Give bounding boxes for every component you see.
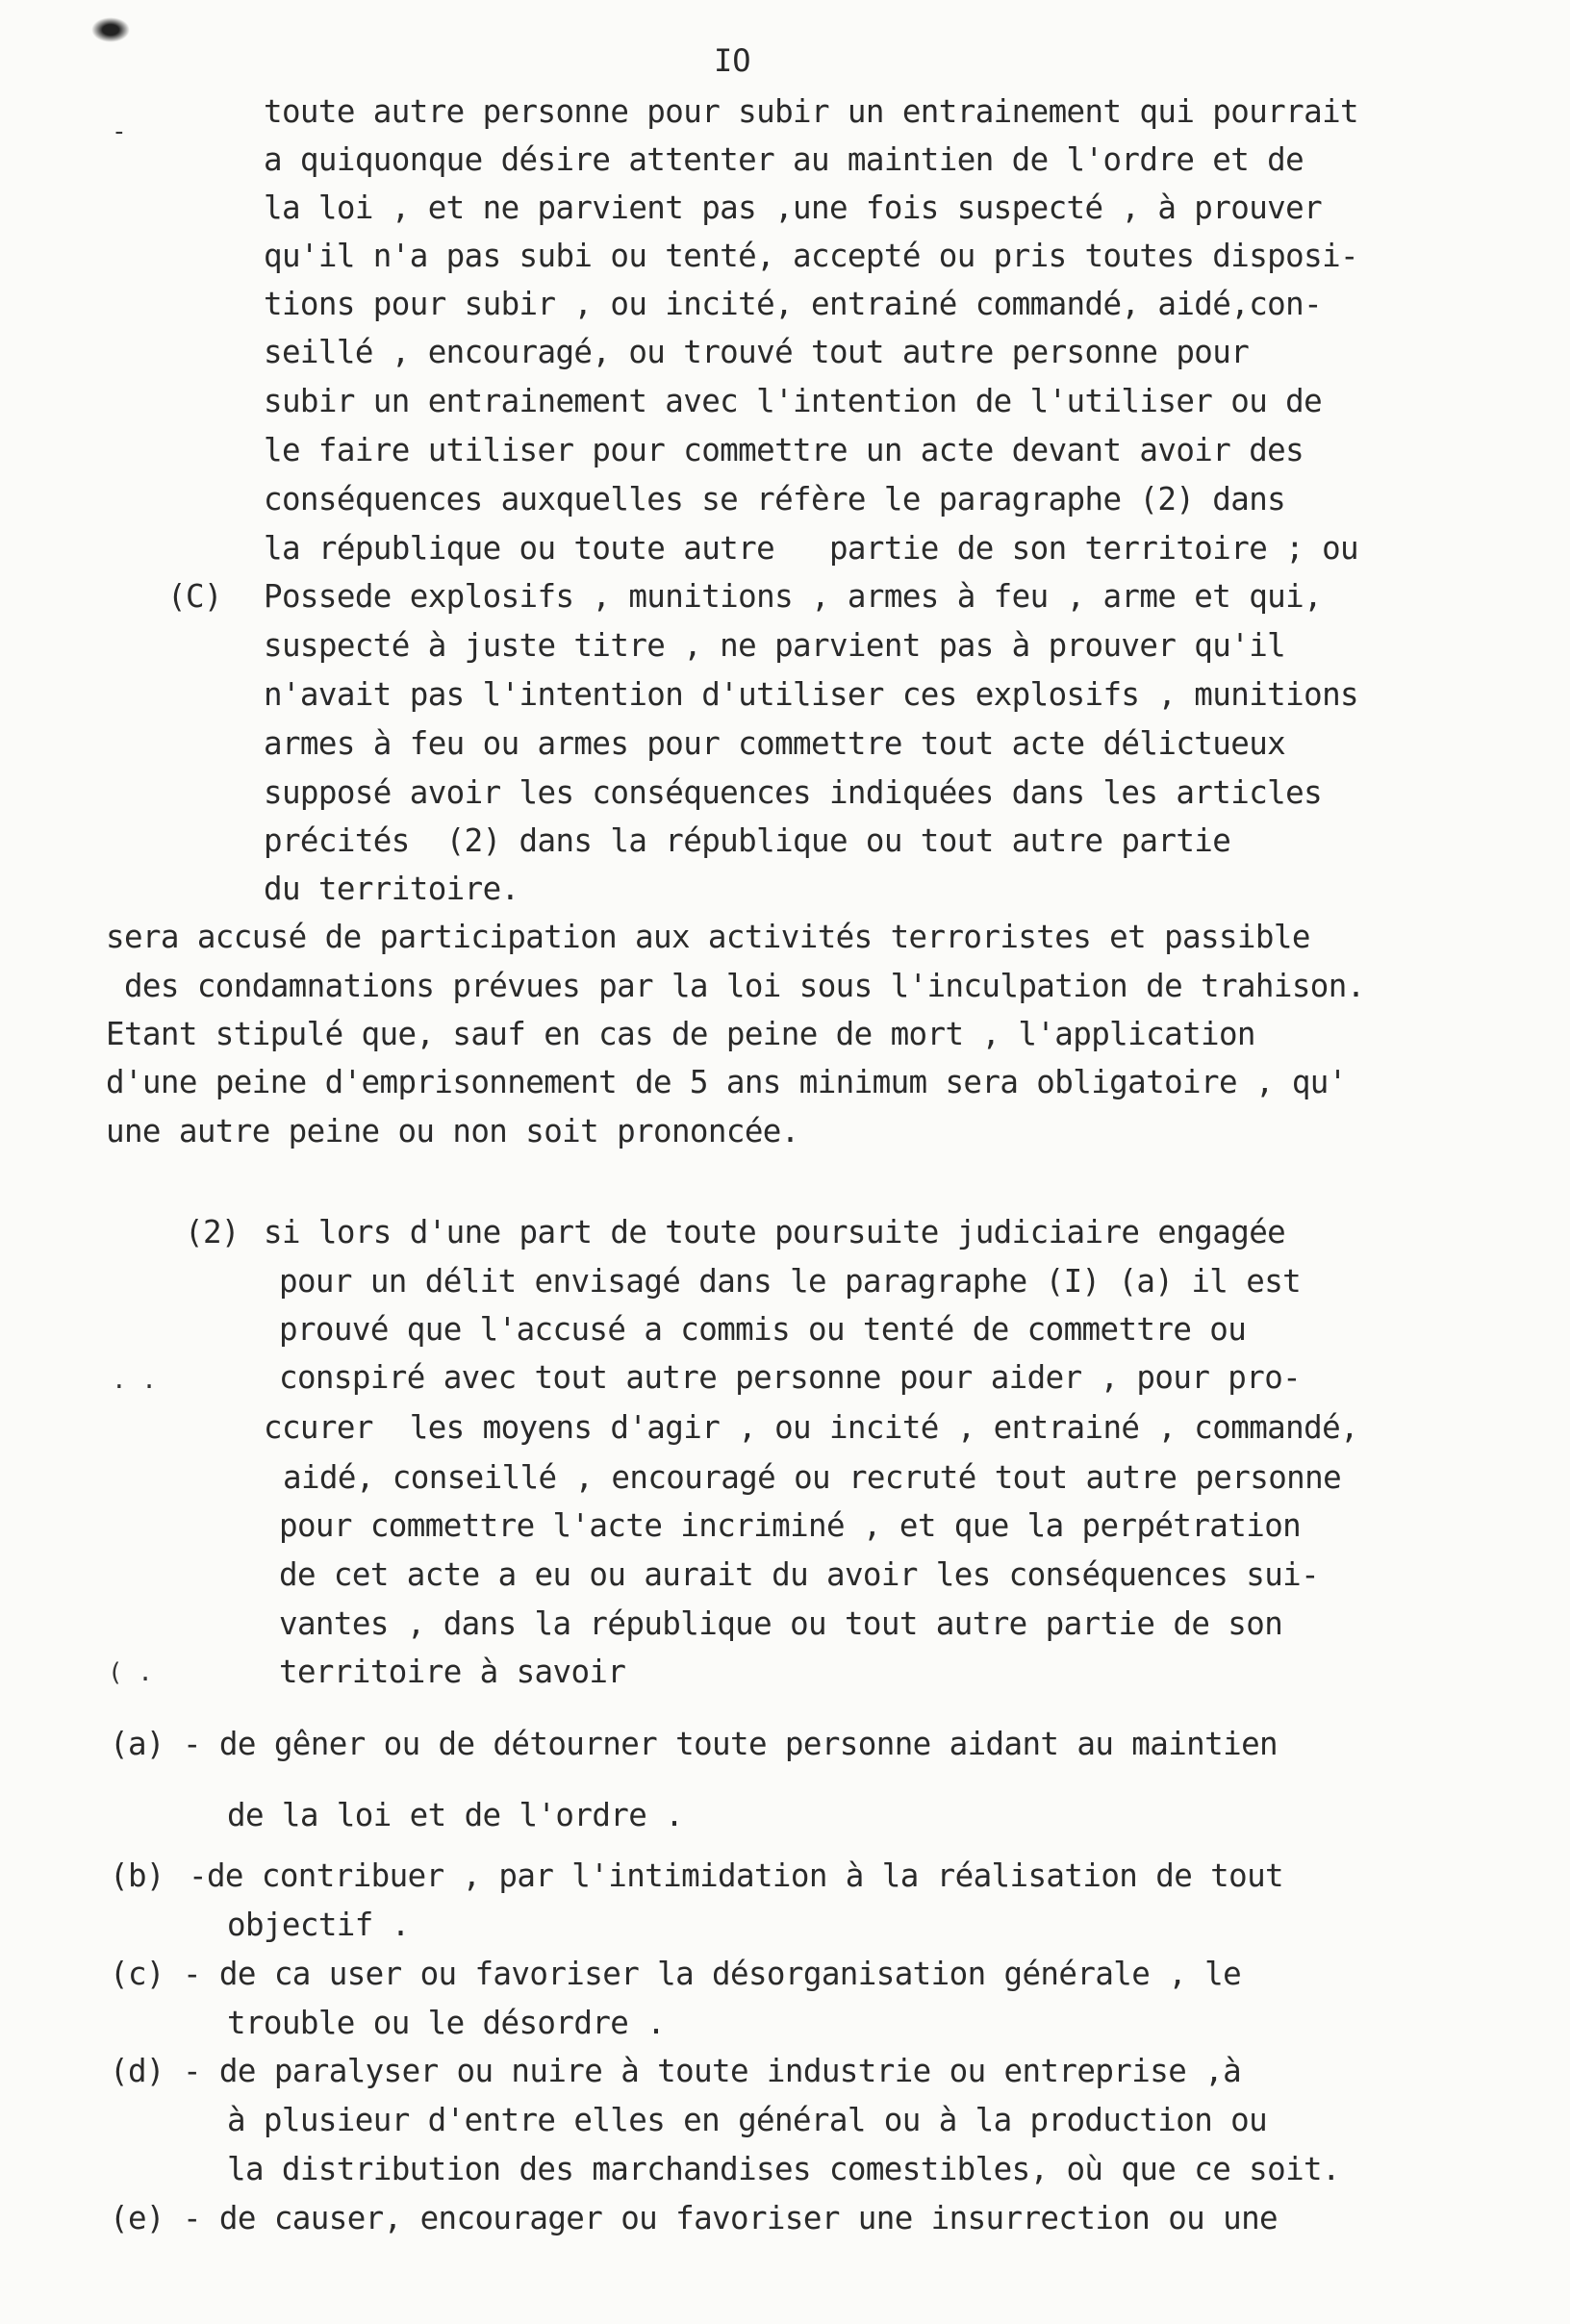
item-label: (c): [110, 1956, 165, 1992]
text-line: aidé, conseillé , encouragé ou recruté tout autre personne: [283, 1459, 1342, 1496]
text-line: - de paralyser ou nuire à toute industrie ou entreprise ,à: [183, 2053, 1242, 2089]
item-label: (e): [110, 2200, 165, 2236]
ink-blot: [91, 17, 130, 42]
item-label: (C): [167, 578, 222, 615]
text-line: suspecté à juste titre , ne parvient pas à prouver qu'il: [264, 627, 1286, 664]
text-line: si lors d'une part de toute poursuite judiciaire engagée: [264, 1214, 1286, 1250]
page-number: IO: [714, 42, 751, 79]
text-line: armes à feu ou armes pour commettre tout acte délictueux: [264, 725, 1286, 762]
text-line: Etant stipulé que, sauf en cas de peine de mort , l'application: [106, 1016, 1255, 1052]
margin-mark: . .: [112, 1366, 157, 1395]
text-line: de la loi et de l'ordre .: [227, 1797, 684, 1833]
text-line: pour commettre l'acte incriminé , et que la perpétration: [279, 1507, 1302, 1544]
item-label: (a): [110, 1726, 165, 1762]
text-line: ccurer les moyens d'agir , ou incité , entrainé , commandé,: [264, 1409, 1358, 1446]
margin-mark: -: [112, 117, 127, 146]
text-line: vantes , dans la république ou tout autre partie de son: [279, 1605, 1283, 1642]
text-line: -de contribuer , par l'intimidation à la réalisation de tout: [189, 1857, 1283, 1894]
text-line: précités (2) dans la république ou tout autre partie: [264, 822, 1231, 859]
text-line: qu'il n'a pas subi ou tenté, accepté ou pris toutes disposi-: [264, 238, 1358, 274]
text-line: Possede explosifs , munitions , armes à feu , arme et qui,: [264, 578, 1323, 615]
text-line: le faire utiliser pour commettre un acte devant avoir des: [264, 432, 1304, 468]
text-line: prouvé que l'accusé a commis ou tenté de commettre ou: [279, 1311, 1247, 1348]
text-line: d'une peine d'emprisonnement de 5 ans minimum sera obligatoire , qu': [106, 1064, 1347, 1100]
text-line: subir un entrainement avec l'intention de l'utiliser ou de: [264, 383, 1323, 419]
item-label: (d): [110, 2053, 165, 2089]
text-line: tions pour subir , ou incité, entrainé commandé, aidé,con-: [264, 286, 1323, 322]
text-line: conspiré avec tout autre personne pour aider , pour pro-: [279, 1359, 1302, 1396]
text-line: de cet acte a eu ou aurait du avoir les conséquences sui-: [279, 1556, 1320, 1593]
text-line: trouble ou le désordre .: [227, 2005, 666, 2041]
text-line: sera accusé de participation aux activités terroristes et passible: [106, 919, 1310, 955]
text-line: - de ca user ou favoriser la désorganisation générale , le: [183, 1956, 1242, 1992]
text-line: des condamnations prévues par la loi sous l'inculpation de trahison.: [106, 968, 1365, 1004]
text-line: - de gêner ou de détourner toute personne aidant au maintien: [183, 1726, 1278, 1762]
text-line: la distribution des marchandises comestibles, où que ce soit.: [227, 2151, 1340, 2187]
text-line: seillé , encouragé, ou trouvé tout autre personne pour: [264, 334, 1250, 370]
text-line: une autre peine ou non soit prononcée.: [106, 1113, 799, 1149]
text-line: a quiquonque désire attenter au maintien de l'ordre et de: [264, 141, 1304, 178]
text-line: la république ou toute autre partie de son territoire ; ou: [264, 530, 1358, 567]
text-line: la loi , et ne parvient pas ,une fois suspecté , à prouver: [264, 189, 1323, 226]
text-line: pour un délit envisagé dans le paragraphe (I) (a) il est: [279, 1263, 1302, 1300]
paragraph-label: (2): [185, 1214, 240, 1250]
text-line: objectif .: [227, 1907, 410, 1943]
text-line: territoire à savoir: [279, 1654, 626, 1690]
text-line: à plusieur d'entre elles en général ou à la production ou: [227, 2102, 1268, 2138]
text-line: du territoire.: [264, 871, 519, 907]
text-line: supposé avoir les conséquences indiquées dans les articles: [264, 774, 1323, 811]
text-line: - de causer, encourager ou favoriser une insurrection ou une: [183, 2200, 1278, 2236]
text-line: n'avait pas l'intention d'utiliser ces explosifs , munitions: [264, 676, 1358, 713]
margin-mark: ( .: [108, 1658, 153, 1687]
text-line: conséquences auxquelles se réfère le paragraphe (2) dans: [264, 481, 1286, 518]
text-line: toute autre personne pour subir un entrainement qui pourrait: [264, 93, 1358, 130]
item-label: (b): [110, 1857, 165, 1894]
